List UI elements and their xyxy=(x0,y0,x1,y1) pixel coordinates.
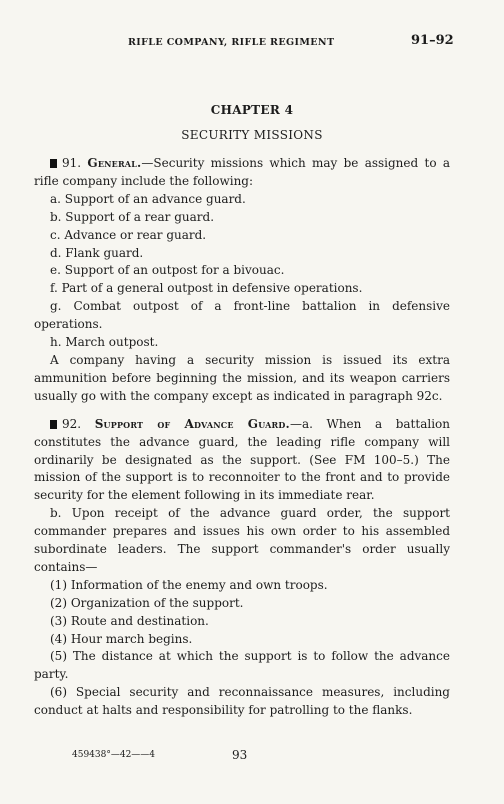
print-code: 459438°—42——4 xyxy=(72,750,156,760)
list-item: e. Support of an outpost for a bivouac. xyxy=(50,263,285,278)
paragraph-91-heading: General. xyxy=(87,156,142,170)
chapter-heading: CHAPTER 4 xyxy=(210,103,294,117)
running-header xyxy=(0,33,504,53)
list-item: (5) The distance at which the support is to follow the advance party. xyxy=(34,649,450,682)
page-footer xyxy=(0,748,504,768)
paragraph-91-text: —Security missions which may be assigned to a rifle company include the following: xyxy=(34,156,450,188)
paragraph-91-closing: A company having a security mission is issued its extra ammunition before beginning the mission, and its weapon carriers usually go with the company except as indicated in paragraph 92c. xyxy=(34,352,450,403)
list-item: (4) Hour march begins. xyxy=(50,631,193,646)
list-item: (6) Special security and reconnaissance measures, including conduct at halts and responsibility for patrolling to the flanks. xyxy=(34,685,450,718)
paragraph-91-number: 91. xyxy=(62,156,82,170)
paragraph-92 xyxy=(34,416,450,506)
paragraph-range: 91–92 xyxy=(411,33,454,48)
paragraph-92-b: b. Upon receipt of the advance guard order, the support commander prepares and issues his own order to his assembled subordinate leaders. The support commander's order usually contains— xyxy=(34,506,450,574)
running-title: RIFLE COMPANY, RIFLE REGIMENT xyxy=(128,37,335,48)
list-item: a. Support of an advance guard. xyxy=(50,191,246,206)
paragraph-91 xyxy=(34,155,450,191)
paragraph-marker-icon xyxy=(50,420,57,429)
list-item: d. Flank guard. xyxy=(50,245,144,260)
paragraph-92-number: 92. xyxy=(62,416,82,431)
section-title: SECURITY MISSIONS xyxy=(181,128,323,142)
list-item: b. Support of a rear guard. xyxy=(50,209,215,224)
list-item: (1) Information of the enemy and own troops. xyxy=(50,577,328,592)
paragraph-92-heading: Support of Advance Guard. xyxy=(94,416,290,431)
list-item: (3) Route and destination. xyxy=(50,613,209,628)
list-item: h. March outpost. xyxy=(50,335,159,350)
paragraph-92-text: —a. When a battalion constitutes the advance guard, the leading rifle company will ordinarily be designated as the support. (See FM 100–5.) The mission of the support is to reconnoiter to the front and to provide security for the element following in its immediate rear. xyxy=(34,416,450,503)
list-item: c. Advance or rear guard. xyxy=(50,227,207,242)
list-item: g. Combat outpost of a front-line battalion in defensive operations. xyxy=(34,299,450,332)
page-number: 93 xyxy=(232,748,248,762)
list-item: (2) Organization of the support. xyxy=(50,595,244,610)
body-text xyxy=(34,155,450,720)
list-item: f. Part of a general outpost in defensive operations. xyxy=(50,281,363,296)
paragraph-marker-icon xyxy=(50,159,57,168)
